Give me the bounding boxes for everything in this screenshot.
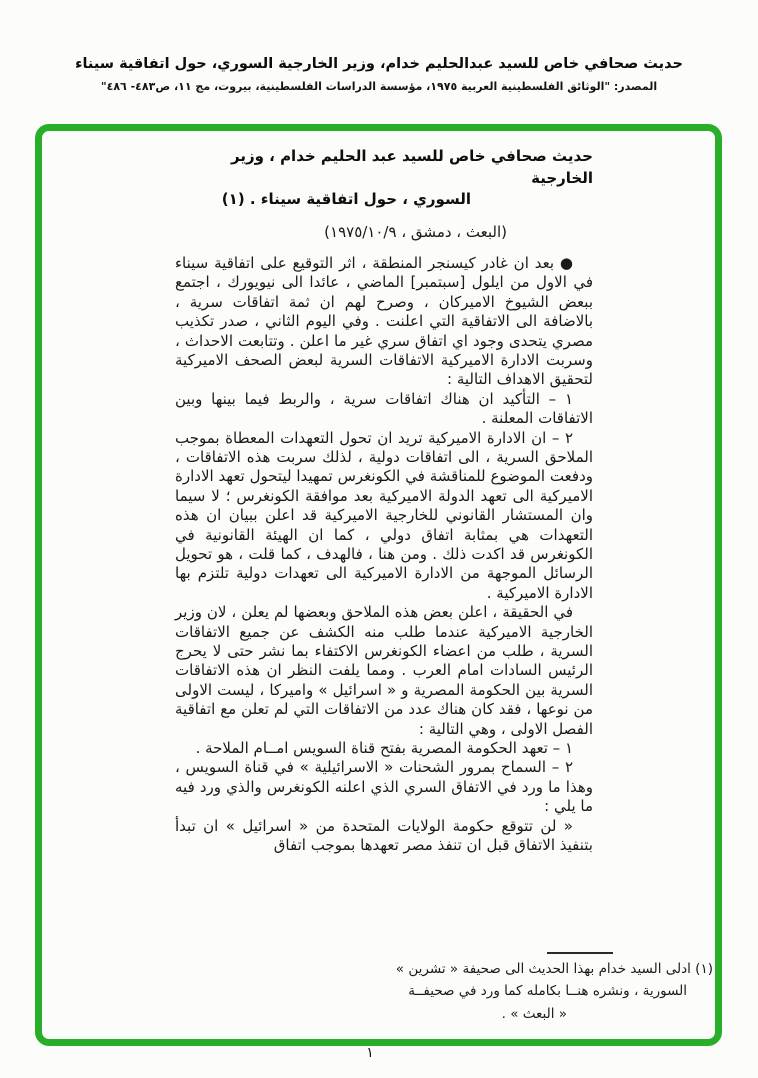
body-paragraph-7: « لن تتوقع حكومة الولايات المتحدة من « اسرائيل » ان تبدأ بتنفيذ الاتفاق قبل ان تنفذ مصر تعهدها بموجب اتفاق <box>175 816 593 855</box>
body-paragraph-4: في الحقيقة ، اعلن بعض هذه الملاحق وبعضها لم يعلن ، لان وزير الخارجية الاميركية عندما طلب منه الكشف عن جميع الاتفاقات السرية ، طلب من اعضاء الكونغرس الاكتفاء بما نشر حتى لا يحرج الرئيس السادات امام العرب . ومما يلفت النظر ان هذه الاتفاقات السرية بين الحكومة المصرية و « اسرائيل » واميركا ، ليست الاولى من نوعها ، فقد كان هناك عدد من الاتفاقات التي لم تعلن مع اتفاقية الفصل الاولى ، وهي التالية : <box>175 603 593 738</box>
body-paragraph-1: ● بعد ان غادر كيسنجر المنطقة ، اثر التوقيع على اتفاقية سيناء في الاول من ايلول [سبتمبر] الماضي ، عائدا الى نيويورك ، اجتمع ببعض الشيوخ الاميركان ، وصرح لهم ان ثمة اتفاقات سرية ، بالاضافة الى الاتفاقية التي اعلنت . وفي اليوم الثاني ، صدر تكذيب مصري يتحدى وجود اي اتفاق سري غير ما اعلن . وتتابعت الاحداث ، وسربت الادارة الاميركية الاتفاقات السرية لبعض الصحف الاميركية لتحقيق الاهداف التالية : <box>175 253 593 389</box>
header-title: حديث صحافي خاص للسيد عبدالحليم خدام، وزير الخارجية السوري، حول اتفاقية سيناء <box>75 56 683 72</box>
footnote-line1: (١) ادلى السيد خدام بهذا الحديث الى صحيفة « تشرين » <box>395 960 713 977</box>
page-header <box>0 56 758 93</box>
document-title-line2: السوري ، حول اتفاقية سيناء . (١) <box>221 190 471 208</box>
body-paragraph-6: ٢ – السماح بمرور الشحنات « الاسرائيلية » في قناة السويس ، وهذا ما ورد في الاتفاق السري الذي اعلنه الكونغرس والذي ورد فيه ما يلي : <box>175 758 593 816</box>
dateline: (البعث ، دمشق ، ١٩٧٥/١٠/٩) <box>324 222 507 241</box>
footnote-line2: السورية ، ونشره هنــا بكامله كما ورد في صحيفــة <box>408 983 687 999</box>
green-annotation-box <box>35 124 722 1046</box>
footnote-line3: « البعث » . <box>501 1005 567 1022</box>
body-paragraph-5: ١ – تعهد الحكومة المصرية بفتح قناة السويس امــام الملاحة . <box>195 739 573 758</box>
page-number: ١ <box>366 1045 374 1061</box>
body-paragraph-2: ١ – التأكيد ان هناك اتفاقات سرية ، والربط فيما بينها وبين الاتفاقات المعلنة . <box>175 389 593 428</box>
body-paragraph-3: ٢ – ان الادارة الاميركية تريد ان تحول التعهدات المعطاة بموجب الملاحق السرية ، الى اتفاقات دولية ، لذلك سربت هذه الاتفاقات ، ودفعت الموضوع للمناقشة في الكونغرس تمهيدا ليتحول تعهد الادارة الاميركية الى تعهد الدولة الاميركية بعد موافقة الكونغرس ؛ لا سيما وان المستشار القانوني للخارجية الاميركية قد اعلن ببيان ان هذه التعهدات هي بمثابة اتفاق دولي ، كما ان الهيئة القانونية في الكونغرس قد اكدت ذلك . ومن هنا ، فالهدف ، كما قلت ، هو تحويل الرسائل الموجهة من الادارة الاميركية الى تعهدات دولية تلتزم بها الادارة الاميركية . <box>175 428 593 602</box>
footnote <box>357 952 713 1026</box>
document-title-line1: حديث صحافي خاص للسيد عبد الحليم خدام ، وزير الخارجية <box>231 147 593 187</box>
document-title <box>175 146 593 211</box>
header-source: المصدر: "الوثائق الفلسطينية العربية ١٩٧٥، مؤسسة الدراسات الفلسطينية، بيروت، مج ١١، ص٤٨٣- ٤٨٦" <box>100 80 658 93</box>
footnote-separator <box>547 952 613 954</box>
document-body <box>175 146 593 856</box>
